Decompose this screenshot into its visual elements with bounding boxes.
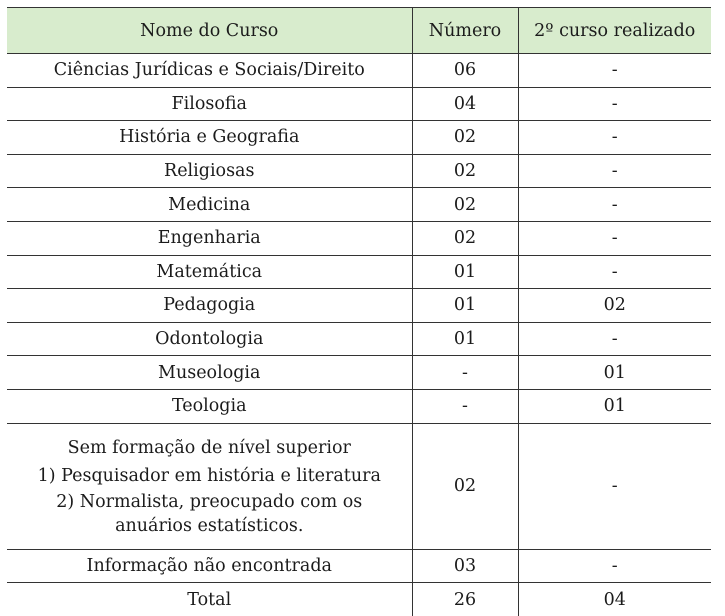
number-cell: 01 bbox=[412, 289, 518, 323]
second-course-cell: - bbox=[518, 54, 711, 88]
courses-table bbox=[7, 7, 711, 616]
second-course-cell: - bbox=[518, 188, 711, 222]
table-row bbox=[7, 322, 711, 356]
total-row bbox=[7, 583, 711, 616]
number-cell: - bbox=[412, 356, 518, 390]
course-name-cell: Pedagogia bbox=[7, 289, 412, 323]
course-name-cell: Teologia bbox=[7, 389, 412, 423]
number-cell: 02 bbox=[412, 221, 518, 255]
no-degree-item-1: 1) Pesquisador em história e literatura bbox=[37, 466, 381, 487]
header-number: Número bbox=[412, 8, 518, 54]
number-cell: 02 bbox=[412, 154, 518, 188]
number-cell: 01 bbox=[412, 322, 518, 356]
total-label: Total bbox=[187, 589, 232, 610]
number-cell: 02 bbox=[412, 188, 518, 222]
number-cell: - bbox=[412, 389, 518, 423]
table-row bbox=[7, 255, 711, 289]
number-cell: 04 bbox=[412, 87, 518, 121]
table-row bbox=[7, 87, 711, 121]
no-degree-cell bbox=[7, 423, 412, 549]
table-row bbox=[7, 54, 711, 88]
table-row bbox=[7, 356, 711, 390]
course-name-cell: Odontologia bbox=[7, 322, 412, 356]
table-row bbox=[7, 389, 711, 423]
second-course-cell: - bbox=[518, 322, 711, 356]
second-course-cell: 01 bbox=[518, 356, 711, 390]
course-name-cell: Religiosas bbox=[7, 154, 412, 188]
no-degree-title: Sem formação de nível superior bbox=[67, 438, 351, 459]
number-cell: 02 bbox=[412, 121, 518, 155]
course-name-cell: Engenharia bbox=[7, 221, 412, 255]
course-name-cell: Medicina bbox=[7, 188, 412, 222]
course-name-cell: Ciências Jurídicas e Sociais/Direito bbox=[7, 54, 412, 88]
second-course-cell: - bbox=[518, 221, 711, 255]
number-cell: 01 bbox=[412, 255, 518, 289]
second-course-cell: - bbox=[518, 423, 711, 549]
total-second-course: 04 bbox=[518, 583, 711, 616]
second-course-cell: 01 bbox=[518, 389, 711, 423]
table-row bbox=[7, 121, 711, 155]
course-name-cell: História e Geografia bbox=[7, 121, 412, 155]
course-name-cell: Museologia bbox=[7, 356, 412, 390]
no-degree-item-2: 2) Normalista, preocupado com os bbox=[56, 492, 363, 513]
course-name-cell: Matemática bbox=[7, 255, 412, 289]
second-course-cell: - bbox=[518, 154, 711, 188]
no-degree-row bbox=[7, 423, 711, 549]
course-name-cell: Filosofia bbox=[7, 87, 412, 121]
no-degree-item-2-cont: anuários estatísticos. bbox=[115, 516, 304, 537]
not-found-row bbox=[7, 549, 711, 583]
second-course-cell: - bbox=[518, 121, 711, 155]
header-second-course: 2º curso realizado bbox=[518, 8, 711, 54]
table-row bbox=[7, 289, 711, 323]
header-course-name: Nome do Curso bbox=[7, 8, 412, 54]
header-row bbox=[7, 8, 711, 54]
second-course-cell: - bbox=[518, 549, 711, 583]
total-number: 26 bbox=[412, 583, 518, 616]
second-course-cell: - bbox=[518, 255, 711, 289]
second-course-cell: 02 bbox=[518, 289, 711, 323]
number-cell: 06 bbox=[412, 54, 518, 88]
course-name-cell: Informação não encontrada bbox=[7, 549, 412, 583]
table-row bbox=[7, 221, 711, 255]
table-row bbox=[7, 154, 711, 188]
number-cell: 03 bbox=[412, 549, 518, 583]
second-course-cell: - bbox=[518, 87, 711, 121]
number-cell: 02 bbox=[412, 423, 518, 549]
table-row bbox=[7, 188, 711, 222]
